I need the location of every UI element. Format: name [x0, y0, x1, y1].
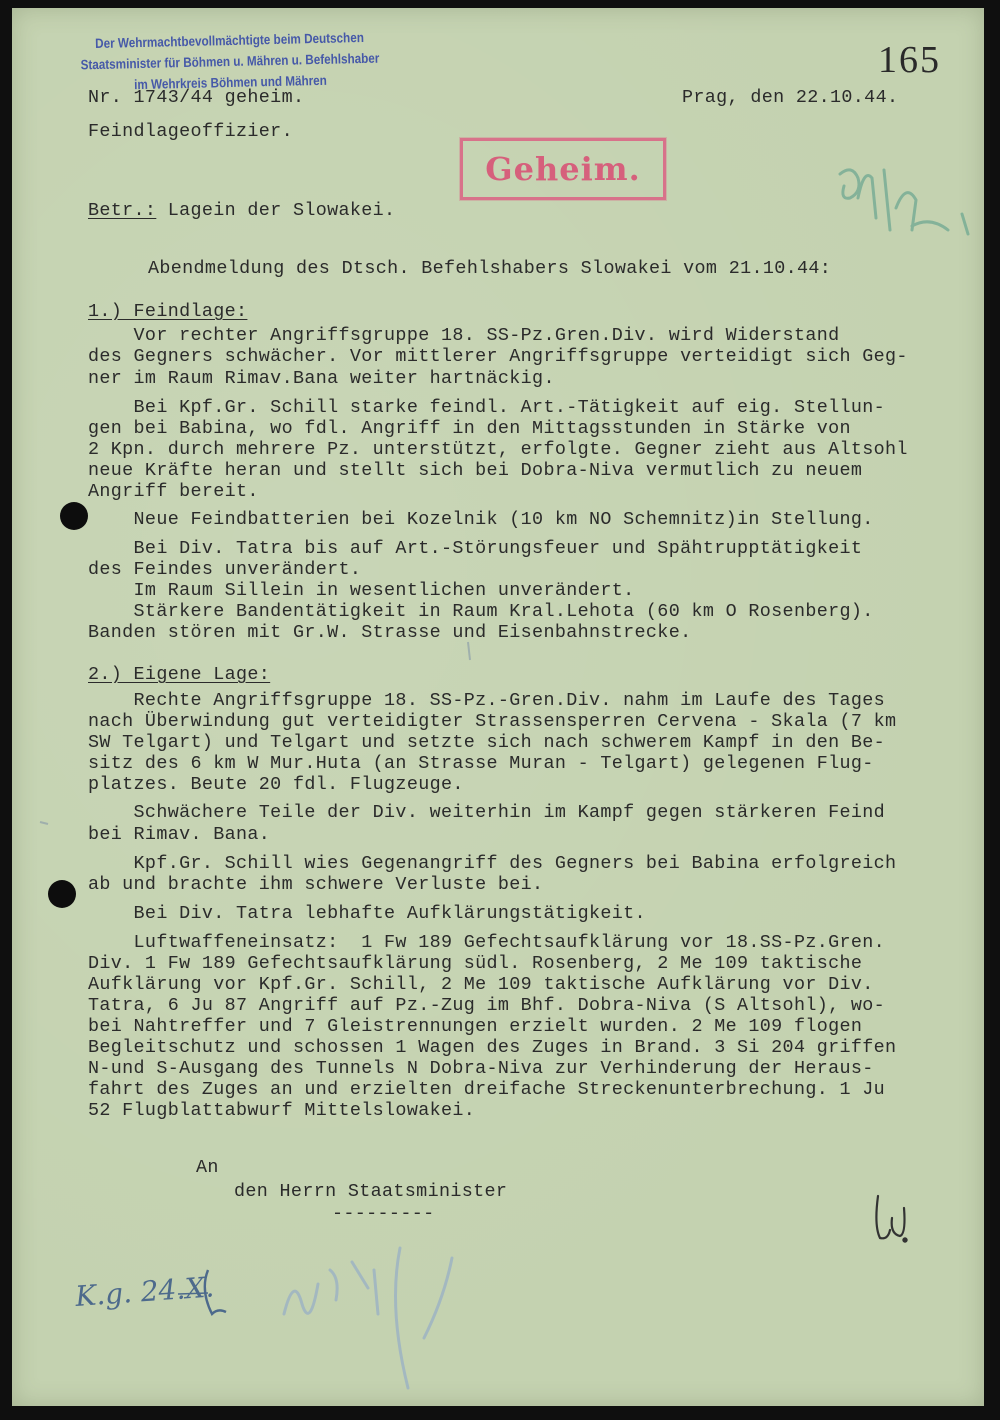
handwritten-marks [12, 8, 984, 1406]
section-1-line: Vor rechter Angriffsgruppe 18. SS-Pz.Gren.Div. wird Widerstand [88, 325, 840, 346]
section-1-heading: 1.) Feindlage: [88, 301, 248, 322]
page-number: 165 [878, 39, 941, 81]
section-1-line: neue Kräfte heran und stellt sich bei Dobra-Niva vermutlich zu neuem [88, 460, 863, 481]
section-2-line: bei Rimav. Bana. [88, 824, 271, 845]
section-2-line: 52 Flugblattabwurf Mittelslowakei. [88, 1100, 476, 1121]
stamp-line-3: im Wehrkreis Böhmen und Mähren [133, 72, 327, 93]
section-1-line: des Feindes unverändert. [88, 559, 362, 580]
punch-hole [60, 502, 88, 530]
stamp-line-2: Staatsminister für Böhmen u. Mähren u. Befehlshaber [80, 50, 380, 73]
section-1-line: Bei Div. Tatra bis auf Art.-Störungsfeuer und Spähtrupptätigkeit [88, 538, 863, 559]
address-line-2: den Herrn Staatsminister [234, 1181, 508, 1202]
place-date: Prag, den 22.10.44. [682, 87, 899, 108]
section-2-line: Bei Div. Tatra lebhafte Aufklärungstätigkeit. [88, 903, 646, 924]
section-1-line: Im Raum Sillein in wesentlichen unverändert. [88, 580, 635, 601]
section-2-line: Rechte Angriffsgruppe 18. SS-Pz.-Gren.Div. nahm im Laufe des Tages [88, 690, 886, 711]
document-page [12, 8, 984, 1406]
section-2-line: Begleitschutz und schossen 1 Wagen des Zuges in Brand. 3 Si 204 griffen [88, 1037, 897, 1058]
section-1-line: Angriff bereit. [88, 481, 259, 502]
section-1-line: Neue Feindbatterien bei Kozelnik (10 km NO Schemnitz)in Stellung. [88, 509, 874, 530]
report-intro: Abendmeldung des Dtsch. Befehlshabers Slowakei vom 21.10.44: [148, 258, 832, 279]
section-2-line: Kpf.Gr. Schill wies Gegenangriff des Gegners bei Babina erfolgreich [88, 853, 897, 874]
subject-label: Betr.: [88, 200, 157, 221]
section-1-line: Stärkere Bandentätigkeit in Raum Kral.Lehota (60 km O Rosenberg). [88, 601, 874, 622]
section-1-line: Bei Kpf.Gr. Schill starke feindl. Art.-Tätigkeit auf eig. Stellun- [88, 397, 886, 418]
section-2-line: Aufklärung vor Kpf.Gr. Schill, 2 Me 109 taktische Aufklärung vor Div. [88, 974, 874, 995]
section-2-heading: 2.) Eigene Lage: [88, 664, 271, 685]
ink-initial [876, 1196, 906, 1242]
section-2-line: bei Nahtreffer und 7 Gleistrennungen erzielt wurden. 2 Me 109 flogen [88, 1016, 863, 1037]
reference-number: Nr. 1743/44 geheim. [88, 87, 305, 108]
section-2-line: Tatra, 6 Ju 87 Angriff auf Pz.-Zug im Bhf. Dobra-Niva (S Altsohl), wo- [88, 995, 886, 1016]
section-2-line: nach Überwindung gut verteidigter Strassensperren Cervena - Skala (7 km [88, 711, 897, 732]
subject-text: Lagein der Slowakei. [156, 200, 396, 221]
section-1-line: gen bei Babina, wo fdl. Angriff in den Mittagsstunden in Stärke von [88, 418, 851, 439]
section-2-line: Div. 1 Fw 189 Gefechtsaufklärung südl. Rosenberg, 2 Me 109 taktische [88, 953, 863, 974]
pencil-ticks [40, 642, 470, 824]
section-1-line: Banden stören mit Gr.W. Strasse und Eisenbahnstrecke. [88, 622, 692, 643]
section-2-line: sitz des 6 km W Mur.Huta (an Strasse Muran - Telgart) gelegenen Flug- [88, 753, 874, 774]
section-2-line: fahrt des Zuges an und erzielten dreifache Streckenunterbrechung. 1 Ju [88, 1079, 886, 1100]
classification-stamp: Geheim. [460, 138, 666, 200]
address-rule: --------- [332, 1203, 435, 1224]
handwritten-date [73, 1270, 226, 1314]
pencil-mark-top-right [840, 170, 968, 234]
handwritten-date-text: K.g. 24.X. [74, 1270, 216, 1313]
department: Feindlageoffizier. [88, 121, 293, 142]
section-2-line: Schwächere Teile der Div. weiterhin im Kampf gegen stärkeren Feind [88, 802, 886, 823]
stamp-line-1: Der Wehrmachtbevollmächtigte beim Deutschen [95, 29, 365, 52]
section-1-line: ner im Raum Rimav.Bana weiter hartnäckig. [88, 368, 555, 389]
section-2-line: ab und brachte ihm schwere Verluste bei. [88, 874, 544, 895]
section-2-line: platzes. Beute 20 fdl. Flugzeuge. [88, 774, 464, 795]
section-1-line: des Gegners schwächer. Vor mittlerer Angriffsgruppe verteidigt sich Geg- [88, 346, 908, 367]
section-2-line: N-und S-Ausgang des Tunnels N Dobra-Niva zur Verhinderung der Heraus- [88, 1058, 874, 1079]
section-2-line: Luftwaffeneinsatz: 1 Fw 189 Gefechtsaufklärung vor 18.SS-Pz.Gren. [88, 932, 886, 953]
section-2-line: SW Telgart) und Telgart und setzte sich nach schwerem Kampf in den Be- [88, 732, 886, 753]
address-line-1: An [196, 1157, 219, 1178]
section-1-line: 2 Kpn. durch mehrere Pz. unterstützt, erfolgte. Gegner zieht aus Altsohl [88, 439, 908, 460]
punch-hole [48, 880, 76, 908]
pencil-signature [284, 1248, 452, 1388]
